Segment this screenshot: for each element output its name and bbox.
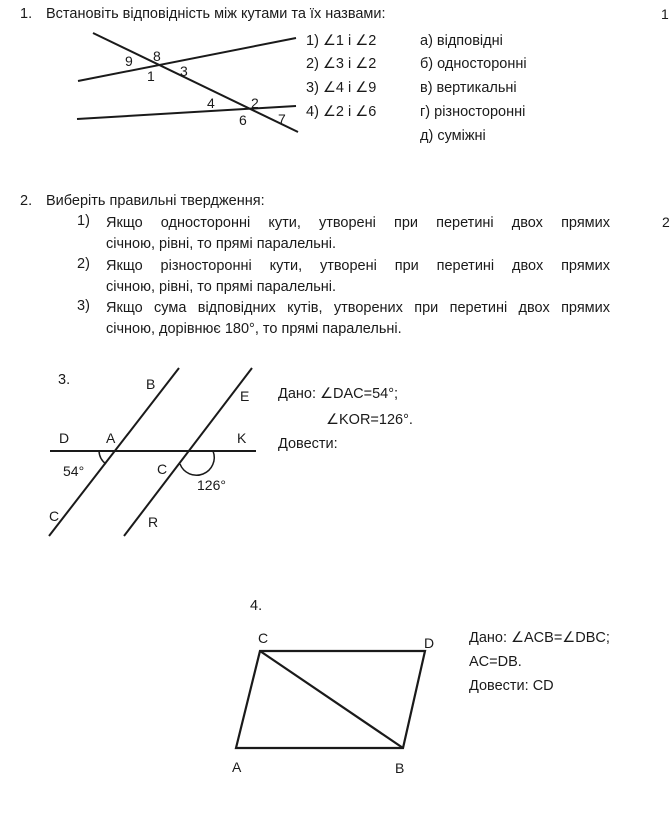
q1-title: Встановіть відповідність між кутами та їх назвами: [46,6,386,22]
q1-pair-item: 4) ∠2 і ∠6 [306,104,377,120]
q3-point-label-r: R [148,514,159,530]
q2-statement-line: січною, рівні, то прямі паралельні. [106,279,337,295]
q2-statement [106,298,610,340]
q1-angle-label-4: 4 [207,95,215,111]
q4-point-label-d: D [424,635,435,651]
q3-point-label-c-left: C [49,508,60,524]
q4-given-line-2: AC=DB. [469,654,522,670]
q3-point-label-c-mid: C [157,461,168,477]
q4-diagonal-cb [260,651,403,748]
q1-name-item: в) вертикальні [420,80,517,96]
q2-statement [106,213,610,255]
edge-mark-mid: 2 [662,214,670,230]
q1-name-item: а) відповідні [420,33,503,49]
q2-statement-line: Якщо різносторонні кути, утворені при перетині двох прямих [106,258,610,274]
q4-point-label-a: A [232,759,242,775]
q3-prove-label: Довести: [278,436,338,452]
q3-given-line-2: ∠KOR=126°. [326,412,413,428]
q2-statement-line: січною, рівні, то прямі паралельні. [106,236,337,252]
q1-pair-item: 3) ∠4 і ∠9 [306,80,377,96]
q4-point-label-b: B [395,760,405,776]
q3-arc-54 [99,451,106,464]
q3-given-line-1: Дано: ∠DAC=54°; [278,386,399,402]
q3-parallel-lines-diagram [0,355,669,555]
q1-number: 1. [20,6,33,22]
q1-angle-label-2: 2 [251,95,259,111]
q1-angle-label-1: 1 [147,68,155,84]
q4-point-label-c: C [258,630,269,646]
q1-angle-label-6: 6 [239,112,247,128]
q1-angle-label-7: 7 [278,111,286,127]
q1-angle-label-3: 3 [180,63,188,79]
q2-statement [106,256,610,298]
q2-number: 2. [20,193,33,209]
q2-title: Виберіть правильні твердження: [46,193,265,209]
q3-point-label-d: D [59,430,70,446]
q3-angle-126-label: 126° [197,477,226,493]
q1-angle-label-9: 9 [125,53,133,69]
q1-name-item: г) різносторонні [420,104,526,120]
q2-statement-line: Якщо сума відповідних кутів, утворених при перетині двох прямих [106,300,610,316]
q1-angle-label-8: 8 [153,48,161,64]
q2-statement-number: 3) [77,298,90,314]
q3-point-label-k: K [237,430,247,446]
q1-pair-item: 1) ∠1 і ∠2 [306,33,377,49]
edge-mark-top: 1 [661,6,669,22]
q1-name-item: д) суміжні [420,128,486,144]
q2-statement-line: січною, дорівнює 180°, то прямі паралельні. [106,321,402,337]
q1-line-lower [77,106,296,119]
q3-point-label-b: B [146,376,156,392]
q4-number: 4. [250,598,263,614]
q3-number: 3. [58,372,71,388]
q3-angle-54-label: 54° [63,463,85,479]
q4-given-line-1: Дано: ∠ACB=∠DBC; [469,630,610,646]
q1-name-item: б) односторонні [420,56,527,72]
q2-statement-number: 2) [77,256,90,272]
q2-statement-number: 1) [77,213,90,229]
q3-point-label-e: E [240,388,250,404]
q2-statement-line: Якщо односторонні кути, утворені при перетині двох прямих [106,215,610,231]
q1-pair-item: 2) ∠3 і ∠2 [306,56,377,72]
q4-prove-label: Довести: CD [469,678,554,694]
q3-point-label-a: A [106,430,116,446]
